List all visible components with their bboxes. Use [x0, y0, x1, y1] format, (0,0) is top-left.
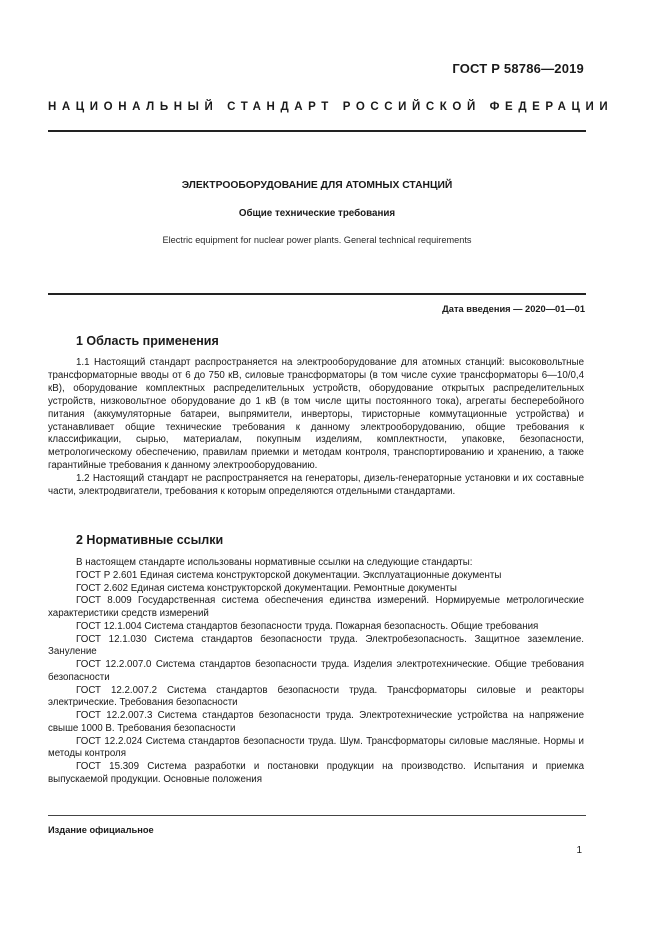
section-1-body	[48, 357, 584, 499]
footer-divider	[48, 815, 586, 816]
reference-item: ГОСТ 12.2.007.3 Система стандартов безопасности труда. Электротехнические устройства на напряжение свыше 1000 В. Требования безопасности	[48, 710, 584, 734]
reference-item: ГОСТ 12.2.007.2 Система стандартов безопасности труда. Трансформаторы силовые и реакторы электрические. Требования безопасности	[48, 684, 584, 709]
header-divider	[48, 130, 586, 132]
reference-item: ГОСТ 12.2.007.0 Система стандартов безопасности труда. Изделия электротехнические. Общие требования безопасности	[48, 659, 584, 683]
reference-item: ГОСТ 12.2.024 Система стандартов безопасности труда. Шум. Трансформаторы силовые масляные. Нормы и методы контроля	[48, 735, 584, 760]
reference-item: ГОСТ Р 2.601 Единая система конструкторской документации. Эксплуатационные документы	[76, 569, 502, 581]
paragraph-1-2: 1.2 Настоящий стандарт не распространяется на генераторы, дизель-генераторные установки и их составные части, электродвигатели, требования к которым определяются отдельными стандартами.	[48, 473, 584, 498]
section-1-heading: 1 Область применения	[76, 334, 219, 348]
national-standard-banner: НАЦИОНАЛЬНЫЙ СТАНДАРТ РОССИЙСКОЙ ФЕДЕРАЦИИ	[48, 101, 614, 113]
page-number: 1	[576, 845, 582, 856]
section-2-heading: 2 Нормативные ссылки	[76, 533, 224, 547]
title-divider	[48, 293, 586, 295]
document-subtitle: Общие технические требования	[238, 208, 396, 219]
english-title: Electric equipment for nuclear power plants. General technical requirements	[162, 235, 472, 245]
official-edition-label: Издание официальное	[48, 825, 154, 835]
reference-item: ГОСТ 12.1.004 Система стандартов безопасности труда. Пожарная безопасность. Общие требования	[76, 620, 539, 632]
references-list	[48, 557, 584, 787]
introduction-date: Дата введения — 2020—01—01	[442, 304, 585, 314]
reference-item: ГОСТ 2.602 Единая система конструкторской документации. Ремонтные документы	[76, 582, 457, 594]
document-title: ЭЛЕКТРООБОРУДОВАНИЕ ДЛЯ АТОМНЫХ СТАНЦИЙ	[181, 180, 453, 191]
reference-item: ГОСТ 12.1.030 Система стандартов безопасности труда. Электробезопасность. Защитное заземление. Зануление	[48, 633, 584, 658]
reference-item: ГОСТ 8.009 Государственная система обеспечения единства измерений. Нормируемые метрологические характеристики средств измерений	[48, 595, 584, 619]
paragraph-1-1: 1.1 Настоящий стандарт распространяется на электрооборудование для атомных станций: высоковольтные трансформаторные вводы от 6 до 750 кВ, силовые трансформаторы (в том числе сухие трансформаторы 6—10/0,4 кВ), оборудование комплектных распределительных устройств, оборудование открытых распределительных устройств, низковольтное оборудование до 1 кВ (в том числе щиты постоянного тока), агрегаты бесперебойного питания (аккумуляторные батареи, выпрямители, инверторы, тиристорные коммутационные устройства) и устанавливает общие технические требования к данному электрооборудованию, общие требования к классификации, сырью, материалам, покупным изделиям, комплектности, упаковке, безопасности, метрологическому обеспечению, правилам приемки и методам контроля, транспортированию и хранению, а также гарантийные требования к данному электрооборудованию.	[48, 357, 584, 472]
references-intro: В настоящем стандарте использованы нормативные ссылки на следующие стандарты:	[76, 557, 473, 568]
standard-number: ГОСТ Р 58786—2019	[452, 61, 584, 76]
reference-item: ГОСТ 15.309 Система разработки и постановки продукции на производство. Испытания и приемка выпускаемой продукции. Основные положения	[48, 761, 584, 785]
